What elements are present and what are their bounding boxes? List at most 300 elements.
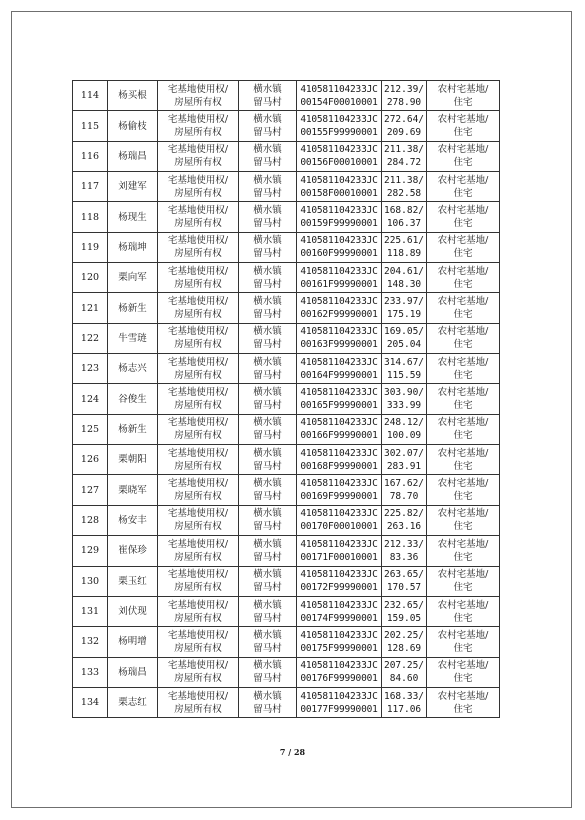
area-cell-line: 303.90/ xyxy=(383,387,425,399)
unit-code-cell-line: 410581104233JC xyxy=(300,174,378,186)
area-cell-line: 232.65/ xyxy=(383,599,425,611)
right-type-cell-line: 宅基地使用权/ xyxy=(167,144,229,156)
unit-code-cell-line: 00155F99990001 xyxy=(300,127,378,139)
row-number-cell: 130 xyxy=(73,566,108,596)
unit-code-cell-line: 410581104233JC xyxy=(300,417,378,429)
right-type-cell-line: 房屋所有权 xyxy=(174,521,222,533)
table-row xyxy=(73,505,500,535)
land-use-cell-line: 住宅 xyxy=(453,218,473,230)
land-use-cell xyxy=(427,596,500,626)
area-cell xyxy=(382,596,427,626)
table-row xyxy=(73,536,500,566)
area-cell xyxy=(382,566,427,596)
right-type-cell-line: 宅基地使用权/ xyxy=(167,538,229,550)
row-number-cell: 128 xyxy=(73,505,108,535)
owner-name-cell: 杨现生 xyxy=(108,202,158,232)
land-use-cell-line: 住宅 xyxy=(453,460,473,472)
area-cell xyxy=(382,263,427,293)
unit-code-cell-line: 00154F00010001 xyxy=(300,96,378,108)
table-row xyxy=(73,111,500,141)
unit-code-cell xyxy=(297,384,382,414)
land-use-cell-line: 农村宅基地/ xyxy=(437,478,489,490)
area-cell-line: 212.39/ xyxy=(383,83,425,95)
location-cell xyxy=(239,657,297,687)
location-cell-line: 横水镇 xyxy=(253,83,282,95)
owner-name-cell: 崔保珍 xyxy=(108,536,158,566)
location-cell-line: 留马村 xyxy=(253,551,282,563)
area-cell-line: 83.36 xyxy=(389,551,419,563)
land-use-cell xyxy=(427,141,500,171)
table-row xyxy=(73,263,500,293)
land-use-cell xyxy=(427,202,500,232)
land-use-cell-line: 住宅 xyxy=(453,309,473,321)
right-type-cell-line: 房屋所有权 xyxy=(174,309,222,321)
area-cell-line: 117.06 xyxy=(386,703,422,715)
unit-code-cell-line: 410581104233JC xyxy=(300,83,378,95)
area-cell-line: 128.69 xyxy=(386,642,422,654)
land-use-cell-line: 农村宅基地/ xyxy=(437,326,489,338)
right-type-cell-line: 房屋所有权 xyxy=(174,673,222,685)
land-use-cell xyxy=(427,323,500,353)
table-row xyxy=(73,657,500,687)
right-type-cell-line: 宅基地使用权/ xyxy=(167,629,229,641)
right-type-cell-line: 房屋所有权 xyxy=(174,703,222,715)
location-cell xyxy=(239,232,297,262)
area-cell-line: 100.09 xyxy=(386,430,422,442)
right-type-cell-line: 房屋所有权 xyxy=(174,460,222,472)
owner-name-cell: 栗玉红 xyxy=(108,566,158,596)
unit-code-cell xyxy=(297,81,382,111)
land-use-cell-line: 农村宅基地/ xyxy=(437,599,489,611)
right-type-cell-line: 宅基地使用权/ xyxy=(167,569,229,581)
unit-code-cell xyxy=(297,323,382,353)
area-cell xyxy=(382,323,427,353)
records-table xyxy=(72,80,500,718)
location-cell-line: 横水镇 xyxy=(253,629,282,641)
location-cell xyxy=(239,627,297,657)
unit-code-cell-line: 00169F99990001 xyxy=(300,491,378,503)
unit-code-cell xyxy=(297,505,382,535)
location-cell xyxy=(239,354,297,384)
location-cell-line: 横水镇 xyxy=(253,235,282,247)
unit-code-cell xyxy=(297,263,382,293)
area-cell-line: 282.58 xyxy=(386,187,422,199)
location-cell-line: 留马村 xyxy=(253,248,282,260)
location-cell-line: 横水镇 xyxy=(253,538,282,550)
right-type-cell xyxy=(158,657,239,687)
unit-code-cell-line: 410581104233JC xyxy=(300,296,378,308)
right-type-cell-line: 宅基地使用权/ xyxy=(167,387,229,399)
location-cell xyxy=(239,414,297,444)
unit-code-cell-line: 410581104233JC xyxy=(300,387,378,399)
right-type-cell-line: 宅基地使用权/ xyxy=(167,478,229,490)
area-cell-line: 212.33/ xyxy=(383,538,425,550)
right-type-cell-line: 宅基地使用权/ xyxy=(167,690,229,702)
right-type-cell xyxy=(158,202,239,232)
area-cell-line: 106.37 xyxy=(386,218,422,230)
area-cell xyxy=(382,81,427,111)
land-use-cell-line: 住宅 xyxy=(453,248,473,260)
owner-name-cell: 杨瑞昌 xyxy=(108,657,158,687)
land-use-cell xyxy=(427,414,500,444)
row-number-cell: 129 xyxy=(73,536,108,566)
table-row xyxy=(73,414,500,444)
area-cell-line: 333.99 xyxy=(386,400,422,412)
right-type-cell xyxy=(158,354,239,384)
right-type-cell xyxy=(158,384,239,414)
location-cell xyxy=(239,505,297,535)
land-use-cell xyxy=(427,384,500,414)
area-cell-line: 209.69 xyxy=(386,127,422,139)
location-cell xyxy=(239,141,297,171)
row-number-cell: 118 xyxy=(73,202,108,232)
table-row xyxy=(73,323,500,353)
unit-code-cell-line: 00164F99990001 xyxy=(300,369,378,381)
row-number-cell: 119 xyxy=(73,232,108,262)
area-cell-line: 233.97/ xyxy=(383,296,425,308)
unit-code-cell xyxy=(297,475,382,505)
area-cell xyxy=(382,475,427,505)
right-type-cell-line: 房屋所有权 xyxy=(174,491,222,503)
land-use-cell-line: 住宅 xyxy=(453,127,473,139)
table-row xyxy=(73,596,500,626)
right-type-cell xyxy=(158,232,239,262)
area-cell xyxy=(382,172,427,202)
right-type-cell-line: 房屋所有权 xyxy=(174,278,222,290)
location-cell-line: 横水镇 xyxy=(253,569,282,581)
right-type-cell-line: 房屋所有权 xyxy=(174,248,222,260)
right-type-cell-line: 宅基地使用权/ xyxy=(167,508,229,520)
land-use-cell-line: 农村宅基地/ xyxy=(437,660,489,672)
unit-code-cell-line: 00175F99990001 xyxy=(300,642,378,654)
location-cell xyxy=(239,293,297,323)
area-cell-line: 225.82/ xyxy=(383,508,425,520)
right-type-cell-line: 宅基地使用权/ xyxy=(167,265,229,277)
table-row xyxy=(73,172,500,202)
unit-code-cell-line: 00156F00010001 xyxy=(300,157,378,169)
land-use-cell-line: 住宅 xyxy=(453,551,473,563)
land-use-cell-line: 住宅 xyxy=(453,430,473,442)
land-use-cell xyxy=(427,232,500,262)
area-cell-line: 170.57 xyxy=(386,582,422,594)
area-cell-line: 263.65/ xyxy=(383,569,425,581)
unit-code-cell-line: 00158F00010001 xyxy=(300,187,378,199)
location-cell xyxy=(239,263,297,293)
land-use-cell-line: 住宅 xyxy=(453,673,473,685)
location-cell-line: 留马村 xyxy=(253,157,282,169)
right-type-cell-line: 宅基地使用权/ xyxy=(167,326,229,338)
area-cell-line: 118.89 xyxy=(386,248,422,260)
row-number-cell: 133 xyxy=(73,657,108,687)
row-number-cell: 127 xyxy=(73,475,108,505)
land-use-cell-line: 农村宅基地/ xyxy=(437,114,489,126)
land-use-cell-line: 农村宅基地/ xyxy=(437,569,489,581)
area-cell-line: 78.70 xyxy=(389,491,419,503)
owner-name-cell: 栗志红 xyxy=(108,687,158,717)
right-type-cell-line: 房屋所有权 xyxy=(174,551,222,563)
land-use-cell-line: 住宅 xyxy=(453,157,473,169)
right-type-cell-line: 房屋所有权 xyxy=(174,127,222,139)
location-cell-line: 横水镇 xyxy=(253,599,282,611)
area-cell xyxy=(382,687,427,717)
right-type-cell xyxy=(158,263,239,293)
land-use-cell xyxy=(427,475,500,505)
right-type-cell xyxy=(158,627,239,657)
land-use-cell-line: 住宅 xyxy=(453,400,473,412)
right-type-cell-line: 房屋所有权 xyxy=(174,430,222,442)
owner-name-cell: 杨志兴 xyxy=(108,354,158,384)
location-cell-line: 横水镇 xyxy=(253,417,282,429)
area-cell xyxy=(382,384,427,414)
unit-code-cell xyxy=(297,445,382,475)
right-type-cell-line: 房屋所有权 xyxy=(174,187,222,199)
land-use-cell-line: 住宅 xyxy=(453,369,473,381)
land-use-cell xyxy=(427,172,500,202)
land-use-cell-line: 农村宅基地/ xyxy=(437,83,489,95)
unit-code-cell xyxy=(297,566,382,596)
table-row xyxy=(73,354,500,384)
row-number-cell: 120 xyxy=(73,263,108,293)
location-cell xyxy=(239,536,297,566)
area-cell-line: 168.33/ xyxy=(383,690,425,702)
land-use-cell xyxy=(427,293,500,323)
unit-code-cell-line: 00174F99990001 xyxy=(300,612,378,624)
area-cell-line: 204.61/ xyxy=(383,265,425,277)
unit-code-cell-line: 410581104233JC xyxy=(300,599,378,611)
unit-code-cell-line: 00160F99990001 xyxy=(300,248,378,260)
right-type-cell-line: 宅基地使用权/ xyxy=(167,356,229,368)
owner-name-cell: 杨新生 xyxy=(108,293,158,323)
location-cell-line: 留马村 xyxy=(253,187,282,199)
location-cell-line: 横水镇 xyxy=(253,690,282,702)
location-cell xyxy=(239,81,297,111)
right-type-cell-line: 宅基地使用权/ xyxy=(167,114,229,126)
area-cell-line: 159.05 xyxy=(386,612,422,624)
land-use-cell-line: 住宅 xyxy=(453,582,473,594)
land-use-cell-line: 农村宅基地/ xyxy=(437,205,489,217)
land-use-cell xyxy=(427,687,500,717)
owner-name-cell: 杨安丰 xyxy=(108,505,158,535)
area-cell xyxy=(382,354,427,384)
right-type-cell-line: 宅基地使用权/ xyxy=(167,417,229,429)
owner-name-cell: 杨买根 xyxy=(108,81,158,111)
owner-name-cell: 杨瑞昌 xyxy=(108,141,158,171)
unit-code-cell-line: 00161F99990001 xyxy=(300,278,378,290)
location-cell-line: 横水镇 xyxy=(253,356,282,368)
location-cell-line: 留马村 xyxy=(253,430,282,442)
area-cell-line: 202.25/ xyxy=(383,629,425,641)
area-cell-line: 272.64/ xyxy=(383,114,425,126)
row-number-cell: 122 xyxy=(73,323,108,353)
area-cell xyxy=(382,232,427,262)
right-type-cell xyxy=(158,81,239,111)
land-use-cell xyxy=(427,505,500,535)
land-use-cell xyxy=(427,354,500,384)
unit-code-cell xyxy=(297,172,382,202)
land-use-cell xyxy=(427,566,500,596)
right-type-cell xyxy=(158,505,239,535)
area-cell xyxy=(382,536,427,566)
land-use-cell xyxy=(427,445,500,475)
location-cell xyxy=(239,323,297,353)
location-cell-line: 横水镇 xyxy=(253,387,282,399)
unit-code-cell-line: 410581104233JC xyxy=(300,114,378,126)
location-cell-line: 留马村 xyxy=(253,278,282,290)
right-type-cell xyxy=(158,111,239,141)
land-use-cell-line: 农村宅基地/ xyxy=(437,235,489,247)
right-type-cell-line: 宅基地使用权/ xyxy=(167,235,229,247)
location-cell xyxy=(239,202,297,232)
land-use-cell-line: 农村宅基地/ xyxy=(437,538,489,550)
land-use-cell-line: 农村宅基地/ xyxy=(437,447,489,459)
owner-name-cell: 栗朝阳 xyxy=(108,445,158,475)
land-use-cell xyxy=(427,81,500,111)
right-type-cell-line: 宅基地使用权/ xyxy=(167,296,229,308)
row-number-cell: 132 xyxy=(73,627,108,657)
table-row xyxy=(73,141,500,171)
location-cell-line: 横水镇 xyxy=(253,447,282,459)
unit-code-cell xyxy=(297,687,382,717)
unit-code-cell-line: 410581104233JC xyxy=(300,629,378,641)
right-type-cell xyxy=(158,141,239,171)
location-cell xyxy=(239,475,297,505)
row-number-cell: 117 xyxy=(73,172,108,202)
location-cell-line: 横水镇 xyxy=(253,326,282,338)
location-cell-line: 留马村 xyxy=(253,521,282,533)
right-type-cell-line: 房屋所有权 xyxy=(174,400,222,412)
right-type-cell xyxy=(158,293,239,323)
location-cell xyxy=(239,566,297,596)
area-cell-line: 302.07/ xyxy=(383,447,425,459)
owner-name-cell: 刘伏现 xyxy=(108,596,158,626)
row-number-cell: 134 xyxy=(73,687,108,717)
area-cell-line: 207.25/ xyxy=(383,660,425,672)
unit-code-cell-line: 00159F99990001 xyxy=(300,218,378,230)
row-number-cell: 123 xyxy=(73,354,108,384)
owner-name-cell: 杨瑞坤 xyxy=(108,232,158,262)
location-cell xyxy=(239,172,297,202)
right-type-cell xyxy=(158,445,239,475)
area-cell-line: 263.16 xyxy=(386,521,422,533)
area-cell-line: 211.38/ xyxy=(383,174,425,186)
table-row xyxy=(73,384,500,414)
unit-code-cell-line: 410581104233JC xyxy=(300,265,378,277)
unit-code-cell-line: 410581104233JC xyxy=(300,508,378,520)
right-type-cell-line: 房屋所有权 xyxy=(174,96,222,108)
table-row xyxy=(73,445,500,475)
unit-code-cell-line: 410581104233JC xyxy=(300,144,378,156)
location-cell xyxy=(239,687,297,717)
owner-name-cell: 杨明增 xyxy=(108,627,158,657)
right-type-cell-line: 房屋所有权 xyxy=(174,582,222,594)
area-cell xyxy=(382,445,427,475)
area-cell-line: 169.05/ xyxy=(383,326,425,338)
area-cell xyxy=(382,505,427,535)
right-type-cell-line: 宅基地使用权/ xyxy=(167,205,229,217)
land-use-cell-line: 住宅 xyxy=(453,521,473,533)
land-use-cell-line: 农村宅基地/ xyxy=(437,417,489,429)
area-cell-line: 211.38/ xyxy=(383,144,425,156)
unit-code-cell xyxy=(297,414,382,444)
table-row xyxy=(73,687,500,717)
location-cell xyxy=(239,596,297,626)
right-type-cell xyxy=(158,414,239,444)
location-cell-line: 留马村 xyxy=(253,369,282,381)
land-use-cell xyxy=(427,263,500,293)
area-cell-line: 284.72 xyxy=(386,157,422,169)
area-cell xyxy=(382,657,427,687)
table-row xyxy=(73,81,500,111)
page-number: 7 / 28 xyxy=(279,747,306,757)
location-cell-line: 留马村 xyxy=(253,460,282,472)
area-cell-line: 278.90 xyxy=(386,96,422,108)
unit-code-cell xyxy=(297,111,382,141)
land-use-cell-line: 住宅 xyxy=(453,278,473,290)
table-row xyxy=(73,475,500,505)
unit-code-cell-line: 410581104233JC xyxy=(300,235,378,247)
land-use-cell-line: 住宅 xyxy=(453,491,473,503)
unit-code-cell-line: 00168F99990001 xyxy=(300,460,378,472)
unit-code-cell-line: 410581104233JC xyxy=(300,447,378,459)
land-use-cell xyxy=(427,657,500,687)
area-cell-line: 314.67/ xyxy=(383,356,425,368)
location-cell-line: 留马村 xyxy=(253,642,282,654)
row-number-cell: 115 xyxy=(73,111,108,141)
right-type-cell-line: 房屋所有权 xyxy=(174,157,222,169)
unit-code-cell xyxy=(297,627,382,657)
location-cell-line: 横水镇 xyxy=(253,296,282,308)
unit-code-cell xyxy=(297,141,382,171)
land-use-cell-line: 住宅 xyxy=(453,96,473,108)
owner-name-cell: 刘建军 xyxy=(108,172,158,202)
row-number-cell: 131 xyxy=(73,596,108,626)
unit-code-cell-line: 00170F00010001 xyxy=(300,521,378,533)
unit-code-cell-line: 410581104233JC xyxy=(300,205,378,217)
location-cell xyxy=(239,384,297,414)
row-number-cell: 114 xyxy=(73,81,108,111)
area-cell-line: 84.60 xyxy=(389,673,419,685)
land-use-cell-line: 住宅 xyxy=(453,612,473,624)
location-cell-line: 留马村 xyxy=(253,673,282,685)
unit-code-cell-line: 410581104233JC xyxy=(300,690,378,702)
unit-code-cell-line: 410581104233JC xyxy=(300,326,378,338)
row-number-cell: 121 xyxy=(73,293,108,323)
area-cell-line: 167.62/ xyxy=(383,478,425,490)
right-type-cell-line: 宅基地使用权/ xyxy=(167,599,229,611)
area-cell-line: 115.59 xyxy=(386,369,422,381)
records-table-body xyxy=(73,81,500,718)
unit-code-cell-line: 00176F99990001 xyxy=(300,673,378,685)
land-use-cell-line: 农村宅基地/ xyxy=(437,265,489,277)
location-cell-line: 横水镇 xyxy=(253,205,282,217)
land-use-cell-line: 住宅 xyxy=(453,642,473,654)
right-type-cell-line: 宅基地使用权/ xyxy=(167,447,229,459)
area-cell xyxy=(382,202,427,232)
land-use-cell xyxy=(427,536,500,566)
owner-name-cell: 栗向军 xyxy=(108,263,158,293)
land-use-cell-line: 农村宅基地/ xyxy=(437,690,489,702)
location-cell-line: 横水镇 xyxy=(253,114,282,126)
unit-code-cell-line: 410581104233JC xyxy=(300,478,378,490)
right-type-cell-line: 房屋所有权 xyxy=(174,642,222,654)
right-type-cell-line: 房屋所有权 xyxy=(174,339,222,351)
unit-code-cell-line: 410581104233JC xyxy=(300,569,378,581)
land-use-cell-line: 农村宅基地/ xyxy=(437,508,489,520)
row-number-cell: 126 xyxy=(73,445,108,475)
owner-name-cell: 栗晓军 xyxy=(108,475,158,505)
land-use-cell-line: 农村宅基地/ xyxy=(437,629,489,641)
area-cell xyxy=(382,627,427,657)
